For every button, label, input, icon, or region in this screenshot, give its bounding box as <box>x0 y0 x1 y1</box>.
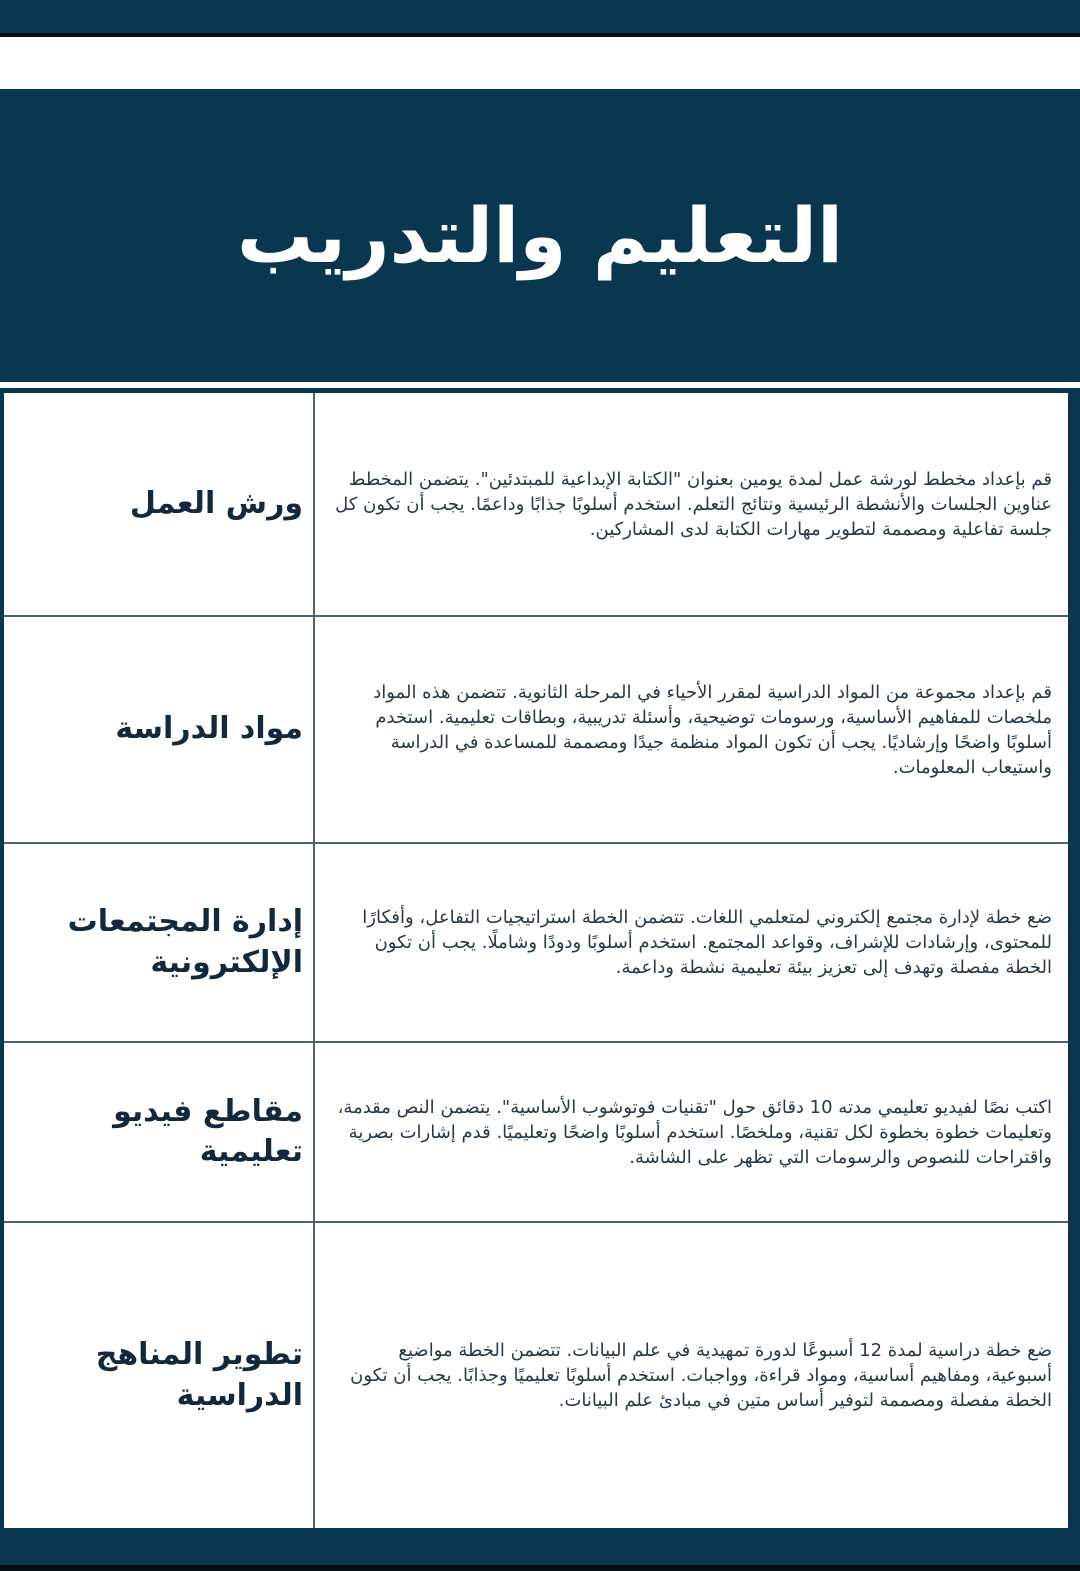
table-row-curriculum-development <box>4 1223 1068 1528</box>
row-label-cell <box>4 393 315 615</box>
row-description: ضع خطة لإدارة مجتمع إلكتروني لمتعلمي اللغات. تتضمن الخطة استراتيجيات التفاعل، وأفكارًا للمحتوى، وإرشادات للإشراف، وقواعد المجتمع. استخدم أسلوبًا ودودًا وشاملًا. يجب أن تكون الخطة مفصلة وتهدف إلى تعزيز بيئة تعليمية نشطة وداعمة. <box>362 907 1052 978</box>
row-description-cell <box>315 1223 1068 1528</box>
row-label-cell <box>4 617 315 842</box>
page-title: التعليم والتدريب <box>236 191 844 280</box>
bottom-black-line <box>0 1565 1080 1571</box>
row-label: ورش العمل <box>129 485 303 521</box>
row-label-cell <box>4 844 315 1041</box>
table-row-online-communities <box>4 844 1068 1043</box>
row-description-cell <box>315 1043 1068 1221</box>
row-label: تطوير المناهج الدراسية <box>95 1337 303 1413</box>
row-label-cell <box>4 1223 315 1528</box>
bottom-accent-bar <box>0 1528 1080 1565</box>
row-label-cell <box>4 1043 315 1221</box>
table-row-workshops <box>4 393 1068 617</box>
header-banner <box>0 89 1080 382</box>
top-accent-bar <box>0 0 1080 33</box>
top-white-gap <box>0 37 1080 89</box>
table-row-study-materials <box>4 617 1068 844</box>
education-training-table <box>0 388 1080 1528</box>
row-description: ضع خطة دراسية لمدة 12 أسبوعًا لدورة تمهيدية في علم البيانات. تتضمن الخطة مواضيع أسبوعية، ومفاهيم أساسية، ومواد قراءة، وواجبات. استخدم أسلوبًا تعليميًا وجذابًا. يجب أن تكون الخطة مفصلة ومصممة لتوفير أساس متين في مبادئ علم البيانات. <box>350 1340 1052 1411</box>
row-description-cell <box>315 393 1068 615</box>
row-label: مقاطع فيديو تعليمية <box>113 1093 303 1169</box>
row-label: مواد الدراسة <box>115 711 303 747</box>
row-description: اكتب نصًا لفيديو تعليمي مدته 10 دقائق حول "تقنيات فوتوشوب الأساسية". يتضمن النص مقدمة، وتعليمات خطوة بخطوة لكل تقنية، وملخصًا. استخدم أسلوبًا واضحًا وتعليميًا. قدم إشارات بصرية واقتراحات للنصوص والرسومات التي تظهر على الشاشة. <box>337 1096 1052 1168</box>
row-description-cell <box>315 617 1068 842</box>
row-description-cell <box>315 844 1068 1041</box>
row-label: إدارة المجتمعات الإلكترونية <box>67 904 303 980</box>
row-description: قم بإعداد مجموعة من المواد الدراسية لمقرر الأحياء في المرحلة الثانوية. تتضمن هذه المواد ملخصات للمفاهيم الأساسية، ورسومات توضيحية، وأسئلة تدريبية، وبطاقات تعليمية. استخدم أسلوبًا واضحًا وإرشاديًا. يجب أن تكون المواد منظمة جيدًا ومصممة للمساعدة في الدراسة واستيعاب المعلومات. <box>373 681 1052 778</box>
row-description: قم بإعداد مخطط لورشة عمل لمدة يومين بعنوان "الكتابة الإبداعية للمبتدئين". يتضمن المخطط عناوين الجلسات والأنشطة الرئيسية ونتائج التعلم. استخدم أسلوبًا جذابًا وداعمًا. يجب أن تكون كل جلسة تفاعلية ومصممة لتطوير مهارات الكتابة لدى المشاركين. <box>335 468 1052 540</box>
table-row-educational-videos <box>4 1043 1068 1223</box>
